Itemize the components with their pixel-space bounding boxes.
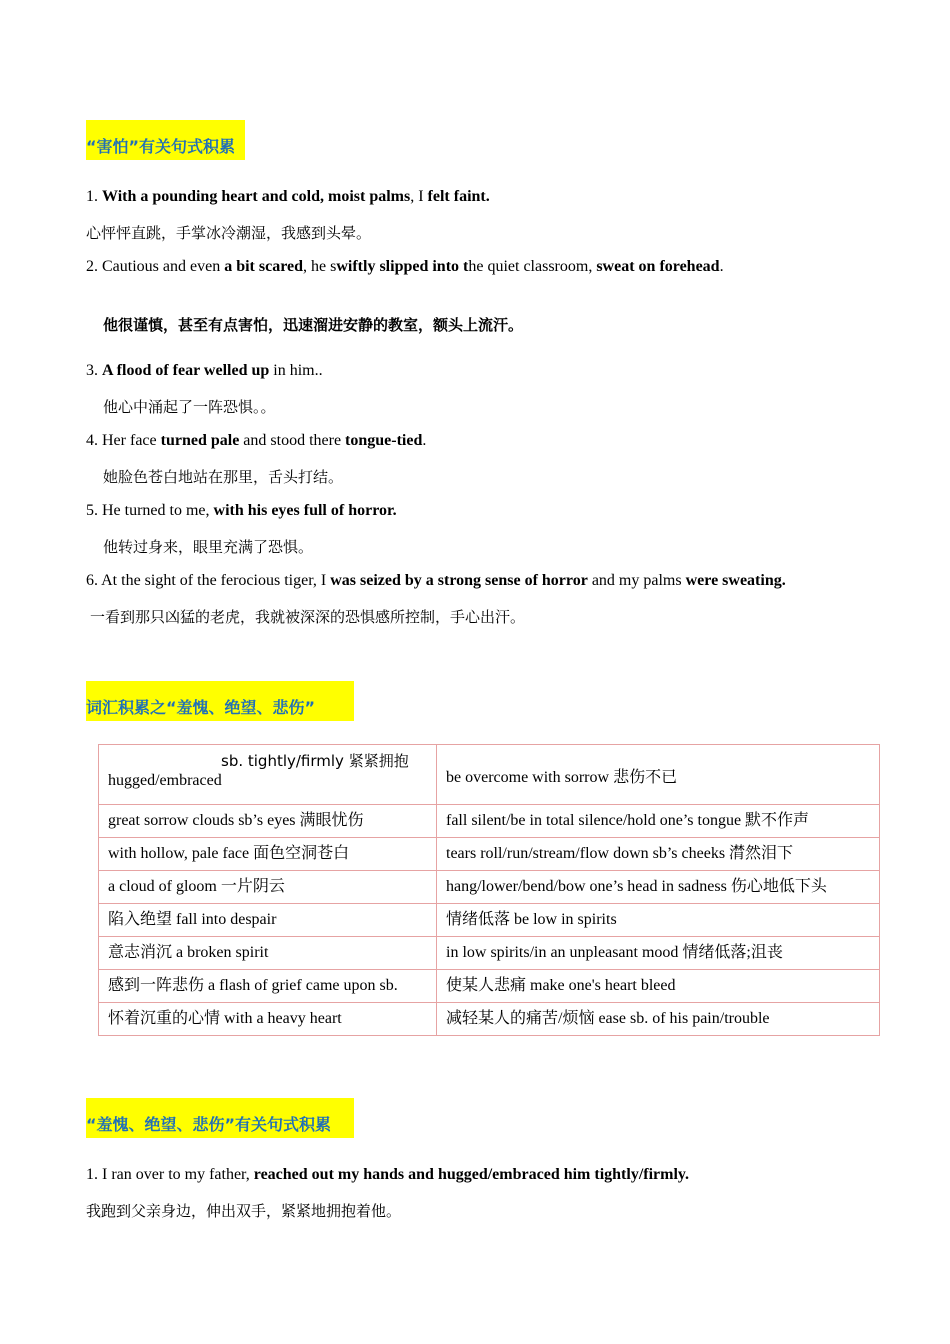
- sentence-en-4: 4. Her face turned pale and stood there tongue-tied.: [86, 432, 427, 449]
- sentence-en-3: 3. A flood of fear welled up in him..: [86, 362, 323, 379]
- sentence-zh-6: 一看到那只凶猛的老虎，我就被深深的恐惧感所控制，手心出汗。: [90, 608, 526, 626]
- table-cell: 意志消沉 a broken spirit: [99, 937, 437, 970]
- section-heading-vocab: [86, 681, 354, 721]
- table-cell: be overcome with sorrow 悲伤不已: [437, 745, 880, 805]
- table-row: [99, 838, 880, 871]
- table-row: [99, 1003, 880, 1036]
- table-row: [99, 937, 880, 970]
- sentence-zh-4: 她脸色苍白地站在那里，舌头打结。: [103, 468, 344, 486]
- table-cell: 情绪低落 be low in spirits: [437, 904, 880, 937]
- sentence-en-5: 5. He turned to me, with his eyes full of horror.: [86, 502, 397, 519]
- heading-text: “害怕”有关句式积累: [86, 137, 236, 156]
- table-cell: 减轻某人的痛苦/烦恼 ease sb. of his pain/trouble: [437, 1003, 880, 1036]
- table-cell: fall silent/be in total silence/hold one’s tongue 默不作声: [437, 805, 880, 838]
- table-cell: in low spirits/in an unpleasant mood 情绪低落;沮丧: [437, 937, 880, 970]
- heading-text: “羞愧、绝望、悲伤”有关句式积累: [86, 1115, 332, 1134]
- table-cell: sb. tightly/firmly 紧紧拥抱 hugged/embraced: [99, 745, 437, 805]
- table-row: [99, 904, 880, 937]
- table-cell: 陷入绝望 fall into despair: [99, 904, 437, 937]
- vocab-table: [98, 744, 880, 1036]
- table-cell: 怀着沉重的心情 with a heavy heart: [99, 1003, 437, 1036]
- table-row: [99, 970, 880, 1003]
- sentence-zh-3: 他心中涌起了一阵恐惧。。: [103, 398, 276, 416]
- heading-text: 词汇积累之“羞愧、绝望、悲伤”: [86, 698, 316, 717]
- sentence-zh-2: 他很谨慎，甚至有点害怕，迅速溜进安静的教室，额头上流汗。: [103, 316, 524, 334]
- sentence-zh-s3-1: 我跑到父亲身边，伸出双手，紧紧地拥抱着他。: [86, 1202, 402, 1220]
- sentence-en-s3-1: 1. I ran over to my father, reached out my hands and hugged/embraced him tightly/firmly.: [86, 1166, 690, 1183]
- table-row: [99, 871, 880, 904]
- table-cell: with hollow, pale face 面色空洞苍白: [99, 838, 437, 871]
- sentence-zh-1: 心怦怦直跳，手掌冰冷潮湿，我感到头晕。: [86, 224, 372, 242]
- table-cell: 感到一阵悲伤 a flash of grief came upon sb.: [99, 970, 437, 1003]
- table-cell: 使某人悲痛 make one's heart bleed: [437, 970, 880, 1003]
- sentence-zh-5: 他转过身来，眼里充满了恐惧。: [103, 538, 314, 556]
- sentence-en-6: 6. At the sight of the ferocious tiger, I was seized by a strong sense of horror and my palms were sweating.: [86, 572, 786, 589]
- table-cell: great sorrow clouds sb’s eyes 满眼忧伤: [99, 805, 437, 838]
- table-cell: hang/lower/bend/bow one’s head in sadness 伤心地低下头: [437, 871, 880, 904]
- table-cell: a cloud of gloom 一片阴云: [99, 871, 437, 904]
- table-row: [99, 745, 880, 805]
- table-row: [99, 805, 880, 838]
- section-heading-shame-sentences: [86, 1098, 354, 1138]
- sentence-en-2: 2. Cautious and even a bit scared, he swiftly slipped into the quiet classroom, sweat on forehead.: [86, 258, 724, 275]
- sentence-en-1: 1. With a pounding heart and cold, moist palms, I felt faint.: [86, 188, 490, 205]
- table-cell: tears roll/run/stream/flow down sb’s cheeks 潸然泪下: [437, 838, 880, 871]
- section-heading-fear: [86, 120, 245, 160]
